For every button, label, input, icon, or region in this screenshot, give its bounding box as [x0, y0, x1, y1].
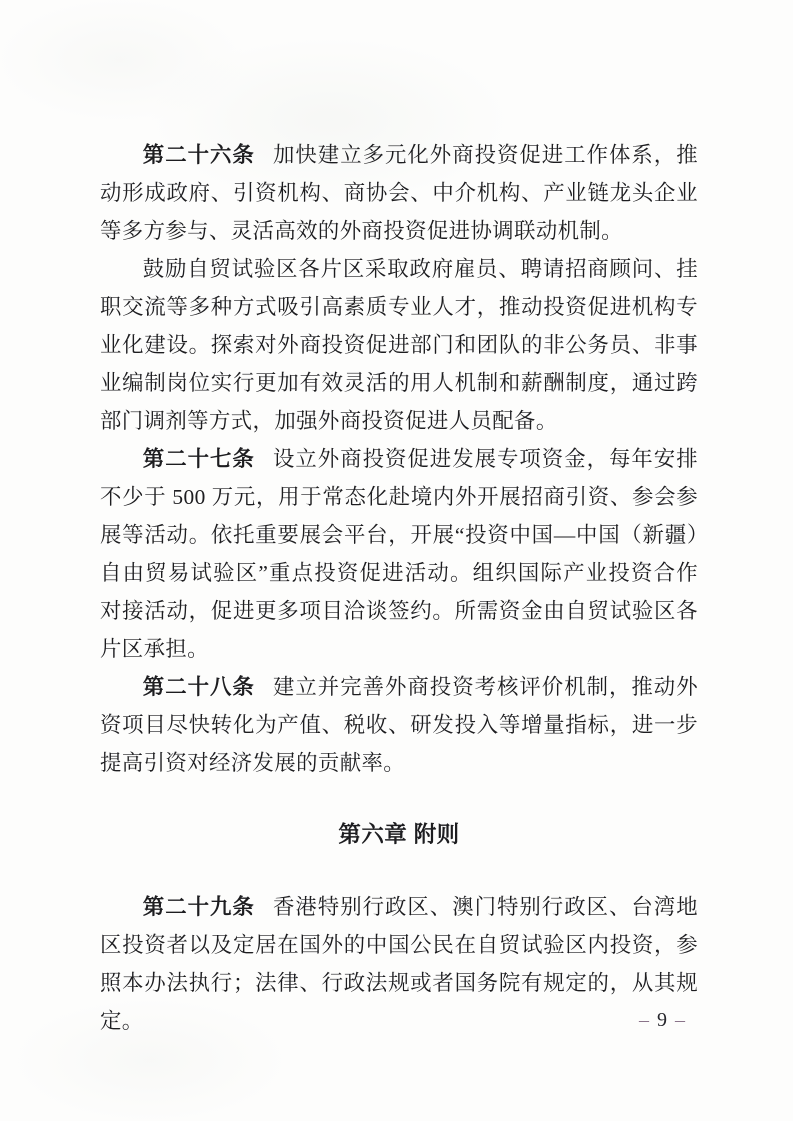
document-body: [100, 136, 698, 1040]
paragraph-article-29: [100, 888, 698, 1040]
article-27-text: 设立外商投资促进发展专项资金，每年安排不少于 500 万元，用于常态化赴境内外开展招商引资、参会参展等活动。依托重要展会平台，开展“投资中国—中国（新疆）自由贸易试验区”重点投资促进活动。组织国际产业投资合作对接活动，促进更多项目洽谈签约。所需资金由自贸试验区各片区承担。: [100, 447, 698, 661]
chapter-6-heading: 第六章 附则: [338, 822, 460, 847]
article-26-text: 加快建立多元化外商投资促进工作体系，推动形成政府、引资机构、商协会、中介机构、产业链龙头企业等多方参与、灵活高效的外商投资促进协调联动机制。: [100, 143, 698, 243]
page-number-dash-left: –: [639, 1009, 650, 1031]
article-28-label: 第二十八条: [142, 675, 255, 699]
article-26-sub-text: 鼓励自贸试验区各片区采取政府雇员、聘请招商顾问、挂职交流等多种方式吸引高素质专业人才，推动投资促进机构专业化建设。探索对外商投资促进部门和团队的非公务员、非事业编制岗位实行更加有效灵活的用人机制和薪酬制度，通过跨部门调剂等方式，加强外商投资促进人员配备。: [100, 257, 698, 433]
article-29-text: 香港特别行政区、澳门特别行政区、台湾地区投资者以及定居在国外的中国公民在自贸试验区内投资，参照本办法执行；法律、行政法规或者国务院有规定的，从其规定。: [100, 895, 698, 1033]
page-number-value: 9: [657, 1009, 668, 1031]
article-29-label: 第二十九条: [142, 895, 255, 919]
article-27-label: 第二十七条: [142, 447, 255, 471]
paragraph-article-26-sub: [100, 250, 698, 440]
page-number-dash-right: –: [675, 1009, 686, 1031]
paragraph-article-28: [100, 668, 698, 782]
paragraph-article-26: [100, 136, 698, 250]
article-28-text: 建立并完善外商投资考核评价机制，推动外资项目尽快转化为产值、税收、研发投入等增量指标，进一步提高引资对经济发展的贡献率。: [100, 675, 698, 775]
article-26-label: 第二十六条: [142, 143, 255, 167]
page-number: [632, 1008, 693, 1032]
paragraph-article-27: [100, 440, 698, 668]
